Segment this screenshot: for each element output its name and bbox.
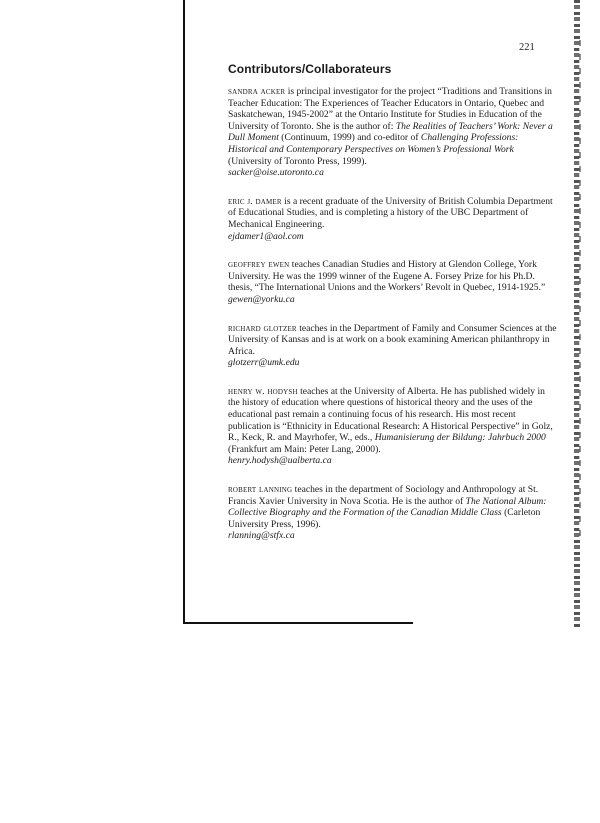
bio-text: is principal investigator for the project “Traditions and Transitions in Teacher Education: The Experiences of Teacher Educators in Ontario, Quebec and Saskatchewan, 1945-2002” at the Ontario Institute for Studies in Education of the University of Toronto. She is the author of: (228, 86, 552, 132)
contributor-email[interactable]: gewen@yorku.ca (228, 293, 295, 305)
contributor-entry (228, 323, 558, 369)
bio-text: is a recent graduate of the University of British Columbia Department of Educational Studies, and is completing a history of the UBC Department of Mechanical Engineering. (228, 195, 553, 230)
contributor-name: eric j. damer (228, 195, 282, 207)
contributor-entry (228, 386, 558, 467)
bio-text: (Continuum, 1999) and co-editor of (278, 132, 421, 144)
contributor-entry (228, 259, 558, 305)
publication-title: The National Album: Collective Biography and the Formation of the Canadian Middle Class (228, 495, 547, 519)
contributor-name: robert lanning (228, 484, 293, 496)
contributor-entry (228, 86, 558, 179)
bottom-margin-rule (183, 622, 413, 624)
contributor-email[interactable]: henry.hodysh@ualberta.ca (228, 455, 332, 467)
scan-edge-right-faint (579, 40, 581, 540)
contributor-name: henry w. hodysh (228, 385, 298, 397)
bio-text: teaches in the Department of Family and Consumer Sciences at the University of Kansas and is at work on a book examining American philanthropy in Africa. (228, 322, 557, 357)
bio-text: teaches in the department of Sociology and Anthropology at St. Francis Xavier University in Nova Scotia. He is the author of (228, 484, 539, 507)
contributor-name: geoffrey ewen (228, 259, 290, 271)
bio-text: teaches at the University of Alberta. He has published widely in the history of education where questions of historical theory and the uses of the educational past remain a continuing focus of his research. His most recent publication is “Ethnicity in Educational Research: A Historical Perspective” in Golz, R., Keck, R. and Mayrhofer, W., eds., (228, 385, 553, 444)
bio-text: teaches Canadian Studies and History at Glendon College, York University. He was the 1999 winner of the Eugene A. Forsey Prize for his Ph.D. thesis, “The International Unions and the Workers’ Revolt in Quebec, 1914-1925.” (228, 259, 546, 294)
contributor-email[interactable]: sacker@oise.utoronto.ca (228, 167, 324, 179)
contributor-name: richard glotzer (228, 322, 297, 334)
contributor-entry (228, 484, 558, 542)
contributor-email[interactable]: rlanning@stfx.ca (228, 530, 295, 542)
page-title: Contributors/Collaborateurs (228, 62, 392, 76)
contributor-name: sandra acker (228, 86, 286, 97)
page-number: 221 (519, 42, 535, 53)
bio-text: (Carleton University Press, 1996). (228, 507, 541, 530)
contributor-entry (228, 196, 558, 242)
contributor-email[interactable]: glotzerr@umk.edu (228, 357, 300, 369)
contributors-list (228, 86, 558, 559)
bio-text: (University of Toronto Press, 1999). (228, 155, 367, 167)
publication-title: Humanisierung der Bildung: Jahrbuch 2000 (374, 432, 546, 444)
publication-title: Challenging Professions: Historical and Contemporary Perspectives on Women’s Professional Work (228, 132, 519, 155)
publication-title: The Realities of Teachers’ Work: Never a Dull Moment (228, 120, 553, 144)
left-margin-rule (183, 0, 185, 623)
contributor-email[interactable]: ejdamer1@aol.com (228, 230, 304, 242)
bio-text: (Frankfurt am Main: Peter Lang, 2000). (228, 443, 381, 455)
